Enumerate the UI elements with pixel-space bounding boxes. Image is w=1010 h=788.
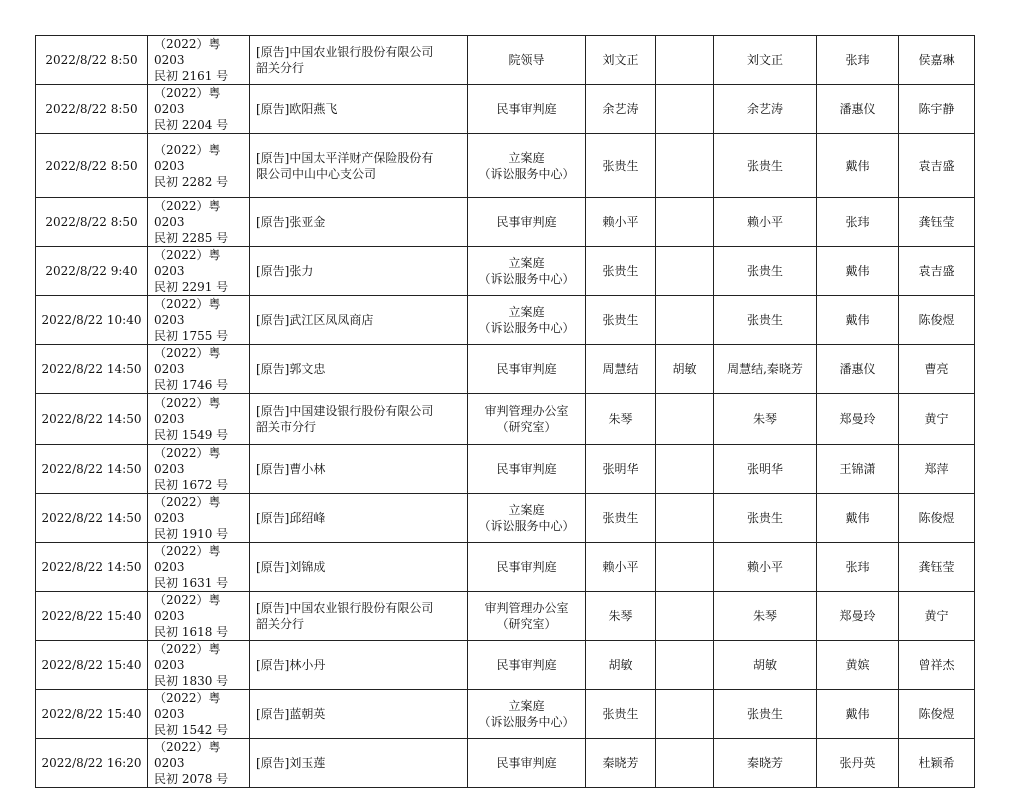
- department-cell: [468, 494, 586, 543]
- cell-line: （2022）粤 0203: [154, 297, 221, 327]
- clerk-cell: 曾祥杰: [899, 641, 975, 690]
- cell-line: 限公司中山中心支公司: [256, 166, 377, 181]
- cell-line: [原告]蓝朝英: [256, 707, 326, 721]
- cell-line: 立案庭: [508, 503, 545, 517]
- cell-line: 民初 1746 号: [154, 378, 229, 392]
- cell-line: 民初 1755 号: [154, 329, 229, 343]
- cell-line: （2022）粤 0203: [154, 642, 221, 672]
- cell-line: （2022）粤 0203: [154, 396, 221, 426]
- cell-line: （2022）粤 0203: [154, 544, 221, 574]
- assistant-judge-cell: [656, 394, 714, 445]
- judge-assistant-cell: 潘惠仪: [817, 345, 899, 394]
- panel-members-cell: 朱琴: [714, 592, 817, 641]
- hearing-schedule-table: [35, 35, 975, 788]
- presiding-judge-cell: 赖小平: [586, 543, 656, 592]
- table-row: [36, 198, 975, 247]
- department-cell: [468, 296, 586, 345]
- cell-line: 民事审判庭: [496, 102, 557, 116]
- datetime-cell: 2022/8/22 15:40: [36, 641, 148, 690]
- cell-line: 院领导: [508, 53, 545, 67]
- clerk-cell: 黄宁: [899, 394, 975, 445]
- party-cell: [250, 247, 468, 296]
- cell-line: 民初 2078 号: [154, 772, 229, 786]
- assistant-judge-cell: [656, 641, 714, 690]
- cell-line: 民事审判庭: [496, 362, 557, 376]
- panel-members-cell: 张贵生: [714, 134, 817, 198]
- cell-line: （2022）粤 0203: [154, 495, 221, 525]
- cell-line: 立案庭: [508, 256, 545, 270]
- table-row: [36, 543, 975, 592]
- party-cell: [250, 36, 468, 85]
- panel-members-cell: 周慧结,秦晓芳: [714, 345, 817, 394]
- judge-assistant-cell: 张玮: [817, 543, 899, 592]
- assistant-judge-cell: [656, 36, 714, 85]
- presiding-judge-cell: 张贵生: [586, 247, 656, 296]
- case-number-cell: [148, 36, 250, 85]
- clerk-cell: 袁吉盛: [899, 134, 975, 198]
- clerk-cell: 黄宁: [899, 592, 975, 641]
- cell-line: （2022）粤 0203: [154, 740, 221, 770]
- cell-line: 立案庭: [508, 305, 545, 319]
- presiding-judge-cell: 张明华: [586, 445, 656, 494]
- case-number-cell: [148, 394, 250, 445]
- presiding-judge-cell: 余艺涛: [586, 85, 656, 134]
- assistant-judge-cell: [656, 494, 714, 543]
- cell-line: 民事审判庭: [496, 215, 557, 229]
- cell-line: （研究室）: [496, 617, 557, 631]
- case-number-cell: [148, 296, 250, 345]
- judge-assistant-cell: 戴伟: [817, 494, 899, 543]
- cell-line: （2022）粤 0203: [154, 142, 221, 173]
- cell-line: 民初 1830 号: [154, 674, 229, 688]
- judge-assistant-cell: 戴伟: [817, 296, 899, 345]
- datetime-cell: 2022/8/22 15:40: [36, 690, 148, 739]
- cell-line: [原告]刘锦成: [256, 560, 326, 574]
- panel-members-cell: 秦晓芳: [714, 739, 817, 788]
- cell-line: 民事审判庭: [496, 462, 557, 476]
- presiding-judge-cell: 朱琴: [586, 394, 656, 445]
- cell-line: 立案庭: [508, 699, 545, 713]
- cell-line: （2022）粤 0203: [154, 446, 221, 476]
- presiding-judge-cell: 张贵生: [586, 296, 656, 345]
- party-cell: [250, 134, 468, 198]
- presiding-judge-cell: 朱琴: [586, 592, 656, 641]
- datetime-cell: 2022/8/22 14:50: [36, 494, 148, 543]
- cell-line: [原告]中国农业银行股份有限公司: [256, 45, 434, 59]
- party-cell: [250, 198, 468, 247]
- department-cell: [468, 85, 586, 134]
- judge-assistant-cell: 张玮: [817, 198, 899, 247]
- assistant-judge-cell: [656, 134, 714, 198]
- party-cell: [250, 85, 468, 134]
- assistant-judge-cell: [656, 739, 714, 788]
- party-cell: [250, 296, 468, 345]
- judge-assistant-cell: 戴伟: [817, 134, 899, 198]
- table-row: [36, 134, 975, 198]
- department-cell: [468, 394, 586, 445]
- judge-assistant-cell: 潘惠仪: [817, 85, 899, 134]
- case-number-cell: [148, 85, 250, 134]
- panel-members-cell: 张贵生: [714, 494, 817, 543]
- cell-line: （诉讼服务中心）: [478, 519, 575, 533]
- cell-line: 审判管理办公室: [484, 601, 569, 615]
- cell-line: （2022）粤 0203: [154, 346, 221, 376]
- cell-line: 民初 2204 号: [154, 118, 229, 132]
- cell-line: 民初 1910 号: [154, 527, 229, 541]
- department-cell: [468, 543, 586, 592]
- datetime-cell: 2022/8/22 14:50: [36, 445, 148, 494]
- judge-assistant-cell: 郑曼玲: [817, 394, 899, 445]
- table-row: [36, 296, 975, 345]
- department-cell: [468, 690, 586, 739]
- case-number-cell: [148, 543, 250, 592]
- party-cell: [250, 345, 468, 394]
- assistant-judge-cell: [656, 543, 714, 592]
- cell-line: [原告]邱绍峰: [256, 511, 326, 525]
- cell-line: 民初 2291 号: [154, 280, 229, 294]
- judge-assistant-cell: 戴伟: [817, 247, 899, 296]
- panel-members-cell: 赖小平: [714, 543, 817, 592]
- presiding-judge-cell: 张贵生: [586, 134, 656, 198]
- cell-line: [原告]郭文忠: [256, 362, 326, 376]
- panel-members-cell: 余艺涛: [714, 85, 817, 134]
- department-cell: [468, 641, 586, 690]
- panel-members-cell: 朱琴: [714, 394, 817, 445]
- table-row: [36, 247, 975, 296]
- clerk-cell: 龚钰莹: [899, 198, 975, 247]
- clerk-cell: 郑萍: [899, 445, 975, 494]
- case-number-cell: [148, 134, 250, 198]
- cell-line: 民初 1542 号: [154, 723, 229, 737]
- presiding-judge-cell: 秦晓芳: [586, 739, 656, 788]
- clerk-cell: 陈俊煜: [899, 690, 975, 739]
- cell-line: [原告]张力: [256, 264, 314, 278]
- clerk-cell: 龚钰莹: [899, 543, 975, 592]
- cell-line: [原告]中国建设银行股份有限公司: [256, 404, 434, 418]
- party-cell: [250, 592, 468, 641]
- datetime-cell: 2022/8/22 9:40: [36, 247, 148, 296]
- cell-line: （2022）粤 0203: [154, 593, 221, 623]
- case-number-cell: [148, 494, 250, 543]
- cell-line: [原告]中国太平洋财产保险股份有: [256, 150, 434, 165]
- department-cell: [468, 36, 586, 85]
- department-cell: [468, 739, 586, 788]
- table-row: [36, 739, 975, 788]
- table-row: [36, 345, 975, 394]
- cell-line: 民事审判庭: [496, 756, 557, 770]
- party-cell: [250, 543, 468, 592]
- table-row: [36, 85, 975, 134]
- cell-line: （2022）粤 0203: [154, 37, 221, 67]
- cell-line: （诉讼服务中心）: [478, 715, 575, 729]
- cell-line: [原告]林小丹: [256, 658, 326, 672]
- datetime-cell: 2022/8/22 14:50: [36, 394, 148, 445]
- cell-line: 民初 1549 号: [154, 428, 229, 442]
- cell-line: [原告]中国农业银行股份有限公司: [256, 601, 434, 615]
- party-cell: [250, 739, 468, 788]
- panel-members-cell: 张贵生: [714, 296, 817, 345]
- clerk-cell: 曹亮: [899, 345, 975, 394]
- presiding-judge-cell: 刘文正: [586, 36, 656, 85]
- case-number-cell: [148, 641, 250, 690]
- cell-line: 民初 1618 号: [154, 625, 229, 639]
- cell-line: （2022）粤 0203: [154, 691, 221, 721]
- cell-line: 民事审判庭: [496, 658, 557, 672]
- clerk-cell: 陈俊煜: [899, 296, 975, 345]
- assistant-judge-cell: [656, 85, 714, 134]
- party-cell: [250, 690, 468, 739]
- panel-members-cell: 张明华: [714, 445, 817, 494]
- table-row: [36, 494, 975, 543]
- table-row: [36, 445, 975, 494]
- cell-line: [原告]武江区凤凤商店: [256, 313, 374, 327]
- datetime-cell: 2022/8/22 15:40: [36, 592, 148, 641]
- cell-line: （诉讼服务中心）: [478, 272, 575, 286]
- datetime-cell: 2022/8/22 14:50: [36, 345, 148, 394]
- department-cell: [468, 592, 586, 641]
- case-number-cell: [148, 247, 250, 296]
- assistant-judge-cell: [656, 690, 714, 739]
- department-cell: [468, 445, 586, 494]
- clerk-cell: 杜颖希: [899, 739, 975, 788]
- cell-line: 韶关分行: [256, 617, 305, 631]
- cell-line: 民初 2161 号: [154, 69, 229, 83]
- cell-line: （2022）粤 0203: [154, 86, 221, 116]
- judge-assistant-cell: 张玮: [817, 36, 899, 85]
- cell-line: [原告]欧阳燕飞: [256, 102, 338, 116]
- cell-line: 民事审判庭: [496, 560, 557, 574]
- table-row: [36, 592, 975, 641]
- panel-members-cell: 赖小平: [714, 198, 817, 247]
- case-number-cell: [148, 739, 250, 788]
- party-cell: [250, 494, 468, 543]
- case-number-cell: [148, 592, 250, 641]
- panel-members-cell: 张贵生: [714, 247, 817, 296]
- clerk-cell: 陈俊煜: [899, 494, 975, 543]
- cell-line: （2022）粤 0203: [154, 248, 221, 278]
- cell-line: （研究室）: [496, 420, 557, 434]
- datetime-cell: 2022/8/22 8:50: [36, 134, 148, 198]
- judge-assistant-cell: 王锦潇: [817, 445, 899, 494]
- datetime-cell: 2022/8/22 8:50: [36, 85, 148, 134]
- presiding-judge-cell: 张贵生: [586, 494, 656, 543]
- datetime-cell: 2022/8/22 14:50: [36, 543, 148, 592]
- panel-members-cell: 刘文正: [714, 36, 817, 85]
- presiding-judge-cell: 张贵生: [586, 690, 656, 739]
- case-number-cell: [148, 690, 250, 739]
- clerk-cell: 袁吉盛: [899, 247, 975, 296]
- judge-assistant-cell: 黄嫔: [817, 641, 899, 690]
- cell-line: [原告]张亚金: [256, 215, 326, 229]
- assistant-judge-cell: 胡敏: [656, 345, 714, 394]
- clerk-cell: 侯嘉琳: [899, 36, 975, 85]
- case-number-cell: [148, 345, 250, 394]
- clerk-cell: 陈宇静: [899, 85, 975, 134]
- cell-line: 民初 1672 号: [154, 478, 229, 492]
- cell-line: 民初 2285 号: [154, 231, 229, 245]
- party-cell: [250, 641, 468, 690]
- cell-line: [原告]刘玉莲: [256, 756, 326, 770]
- department-cell: [468, 134, 586, 198]
- cell-line: （诉讼服务中心）: [478, 166, 575, 181]
- datetime-cell: 2022/8/22 10:40: [36, 296, 148, 345]
- cell-line: （诉讼服务中心）: [478, 321, 575, 335]
- party-cell: [250, 394, 468, 445]
- presiding-judge-cell: 赖小平: [586, 198, 656, 247]
- datetime-cell: 2022/8/22 8:50: [36, 198, 148, 247]
- party-cell: [250, 445, 468, 494]
- cell-line: 韶关分行: [256, 61, 305, 75]
- judge-assistant-cell: 张丹英: [817, 739, 899, 788]
- assistant-judge-cell: [656, 445, 714, 494]
- cell-line: 民初 1631 号: [154, 576, 229, 590]
- table-row: [36, 641, 975, 690]
- cell-line: 民初 2282 号: [154, 174, 229, 189]
- panel-members-cell: 张贵生: [714, 690, 817, 739]
- panel-members-cell: 胡敏: [714, 641, 817, 690]
- judge-assistant-cell: 戴伟: [817, 690, 899, 739]
- cell-line: 立案庭: [508, 150, 545, 165]
- datetime-cell: 2022/8/22 8:50: [36, 36, 148, 85]
- table-body: [36, 36, 975, 788]
- datetime-cell: 2022/8/22 16:20: [36, 739, 148, 788]
- assistant-judge-cell: [656, 592, 714, 641]
- department-cell: [468, 198, 586, 247]
- case-number-cell: [148, 445, 250, 494]
- table-row: [36, 394, 975, 445]
- table-row: [36, 36, 975, 85]
- cell-line: （2022）粤 0203: [154, 199, 221, 229]
- case-number-cell: [148, 198, 250, 247]
- assistant-judge-cell: [656, 296, 714, 345]
- judge-assistant-cell: 郑曼玲: [817, 592, 899, 641]
- assistant-judge-cell: [656, 198, 714, 247]
- cell-line: [原告]曹小林: [256, 462, 326, 476]
- table-row: [36, 690, 975, 739]
- presiding-judge-cell: 周慧结: [586, 345, 656, 394]
- cell-line: 韶关市分行: [256, 420, 317, 434]
- department-cell: [468, 345, 586, 394]
- presiding-judge-cell: 胡敏: [586, 641, 656, 690]
- cell-line: 审判管理办公室: [484, 404, 569, 418]
- department-cell: [468, 247, 586, 296]
- assistant-judge-cell: [656, 247, 714, 296]
